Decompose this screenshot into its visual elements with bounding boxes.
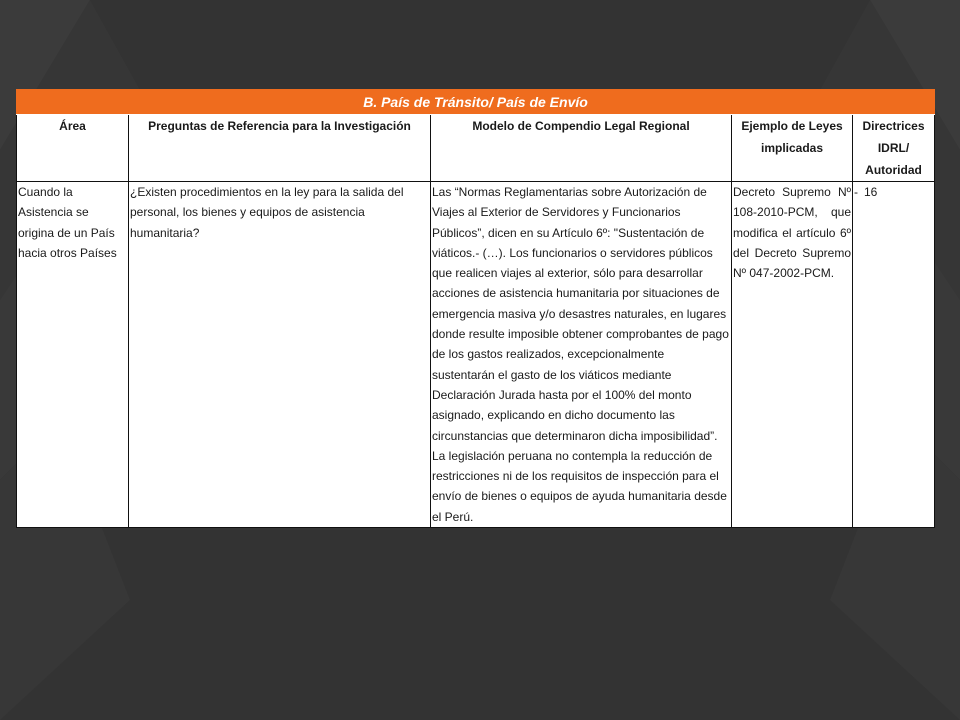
table-header-row <box>17 115 935 182</box>
header-directives: Directrices IDRL/ Autoridad <box>853 115 935 182</box>
header-model: Modelo de Compendio Legal Regional <box>431 115 732 182</box>
header-questions: Preguntas de Referencia para la Investigación <box>129 115 431 182</box>
cell-questions: ¿Existen procedimientos en la ley para la salida del personal, los bienes y equipos de asistencia humanitaria? <box>129 182 431 528</box>
header-laws: Ejemplo de Leyes implicadas <box>732 115 853 182</box>
cell-area: Cuando la Asistencia se origina de un País hacia otros Países <box>17 182 129 528</box>
header-area: Área <box>17 115 129 182</box>
cell-directives <box>853 182 935 528</box>
table-row <box>17 182 935 528</box>
cell-model: Las “Normas Reglamentarias sobre Autorización de Viajes al Exterior de Servidores y Funcionarios Públicos”, dicen en su Artículo 6º: "Sustentación de viáticos.- (…). Los funcionarios o servidores públicos que realicen viajes al exterior, sólo para desarrollar acciones de asistencia humanitaria por situaciones de emergencia masiva y/o desastres naturales, en lugares donde resulte imposible obtener comprobantes de pago de los gastos realizados, excepcionalmente sustentarán el gasto de los viáticos mediante Declaración Jurada hasta por el 100% del monto asignado, explicando en dicho documento las circunstancias que determinaron dicha imposibilidad”. La legislación peruana no contempla la reducción de restricciones ni de los requisitos de inspección para el envío de bienes o equipos de ayuda humanitaria desde el Perú. <box>431 182 732 528</box>
legal-comparison-table <box>16 89 935 528</box>
table-title: B. País de Tránsito/ País de Envío <box>17 90 935 115</box>
cell-laws: Decreto Supremo Nº 108-2010-PCM, que modifica el artículo 6º del Decreto Supremo Nº 047-2002-PCM. <box>732 182 853 528</box>
directives-value: 16 <box>864 185 878 199</box>
directives-bullet: - <box>854 185 858 199</box>
table-title-row <box>17 90 935 115</box>
